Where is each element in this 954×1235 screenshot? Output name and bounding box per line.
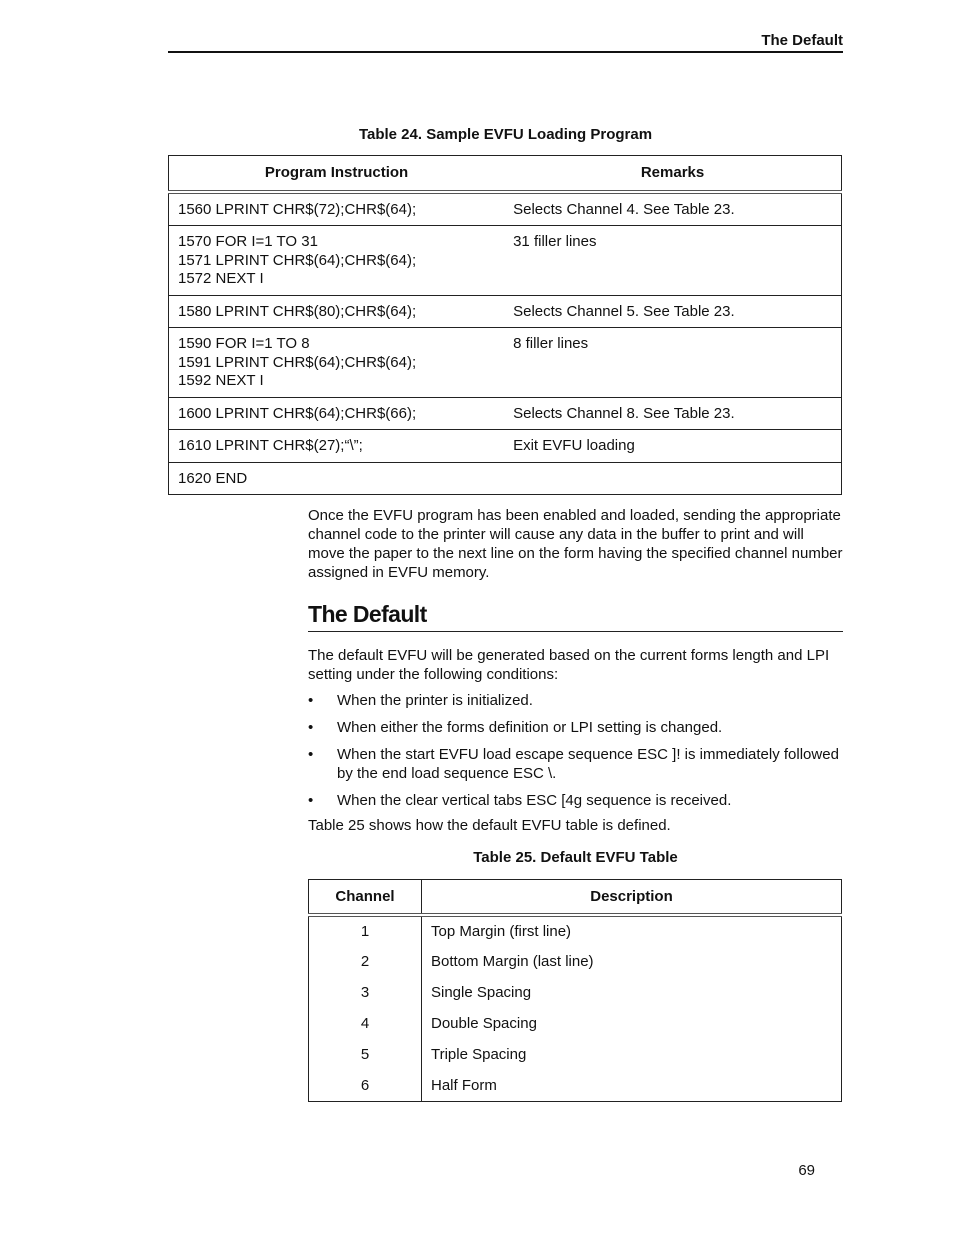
table-row: [309, 915, 842, 946]
remarks-cell: Selects Channel 8. See Table 23.: [504, 397, 841, 430]
channel-cell: 2: [309, 946, 422, 977]
column-header-description: Description: [590, 887, 673, 905]
table-row: [309, 946, 842, 977]
table-row: [309, 1039, 842, 1070]
description-cell: Half Form: [431, 1077, 497, 1095]
page-number: 69: [798, 1162, 815, 1179]
table-header-row: [169, 156, 842, 192]
description-cell: Double Spacing: [431, 1015, 537, 1033]
table-row: [169, 295, 842, 328]
table-row: [309, 1070, 842, 1101]
description-cell: Top Margin (first line): [431, 922, 572, 940]
description-cell: Triple Spacing: [431, 1046, 527, 1064]
channel-cell: 4: [309, 1008, 422, 1039]
list-item: • When the clear vertical tabs ESC [4g sequence is received.: [308, 792, 732, 809]
bullet-icon: •: [308, 719, 314, 736]
bullet-icon: •: [308, 792, 314, 809]
table-row: [169, 430, 842, 463]
list-item: • When the printer is initialized.: [308, 692, 533, 709]
remarks-cell: Selects Channel 4. See Table 23.: [504, 192, 841, 226]
channel-cell: 5: [309, 1039, 422, 1070]
remarks-cell: [504, 462, 841, 495]
column-header-channel: Channel: [309, 880, 422, 915]
list-item: • When the start EVFU load escape sequence ESC ]! is immediately followed by the end load sequence ESC \.: [308, 746, 839, 782]
table-25-default-evfu: [308, 879, 842, 1102]
table-row: [169, 397, 842, 430]
channel-cell: 6: [309, 1070, 422, 1101]
section-heading-rule: [308, 631, 843, 632]
table-24-evfu-loading-program: [168, 155, 842, 495]
table-row: [309, 1008, 842, 1039]
remarks-cell: 31 filler lines: [504, 226, 841, 296]
remarks-cell: Exit EVFU loading: [504, 430, 841, 463]
body-paragraph: The default EVFU will be generated based on the current forms length and LPI setting under the following conditions:: [308, 647, 830, 683]
conditions-list: [308, 691, 843, 818]
header-rule: [168, 51, 843, 53]
table-row: [169, 192, 842, 226]
table-24-caption: Table 24. Sample EVFU Loading Program: [358, 126, 653, 143]
table-row: [169, 462, 842, 495]
instruction-cell: 1620 END: [169, 462, 505, 495]
column-header-program-instruction: Program Instruction: [264, 164, 409, 182]
remarks-cell: 8 filler lines: [504, 328, 841, 398]
description-cell: Single Spacing: [431, 983, 532, 1001]
section-heading: The Default: [308, 601, 427, 627]
instruction-cell: 1610 LPRINT CHR$(27);“\”;: [169, 430, 505, 463]
table-25-caption: Table 25. Default EVFU Table: [473, 849, 678, 866]
instruction-cell: 1600 LPRINT CHR$(64);CHR$(66);: [169, 397, 505, 430]
table-row: [169, 328, 842, 398]
instruction-cell: 1590 FOR I=1 TO 8 1591 LPRINT CHR$(64);CHR$(64); 1592 NEXT I: [169, 328, 505, 398]
body-paragraph: Table 25 shows how the default EVFU table is defined.: [308, 817, 671, 834]
table-row: [309, 977, 842, 1008]
channel-cell: 1: [309, 915, 422, 946]
bullet-icon: •: [308, 746, 314, 763]
channel-cell: 3: [309, 977, 422, 1008]
remarks-cell: Selects Channel 5. See Table 23.: [504, 295, 841, 328]
running-header-title: The Default: [761, 32, 843, 49]
table-row: [169, 226, 842, 296]
body-paragraph: Once the EVFU program has been enabled and loaded, sending the appropriate channel code to the printer will cause any data in the buffer to print and will move the paper to the next line on the form having the specified channel number assigned in EVFU memory.: [308, 507, 843, 581]
list-item: • When either the forms definition or LPI setting is changed.: [308, 719, 723, 736]
instruction-cell: 1570 FOR I=1 TO 31 1571 LPRINT CHR$(64);CHR$(64); 1572 NEXT I: [169, 226, 505, 296]
column-header-remarks: Remarks: [640, 164, 705, 182]
bullet-icon: •: [308, 692, 314, 709]
instruction-cell: 1560 LPRINT CHR$(72);CHR$(64);: [169, 192, 505, 226]
table-header-row: [309, 880, 842, 915]
description-cell: Bottom Margin (last line): [431, 952, 594, 970]
instruction-cell: 1580 LPRINT CHR$(80);CHR$(64);: [169, 295, 505, 328]
